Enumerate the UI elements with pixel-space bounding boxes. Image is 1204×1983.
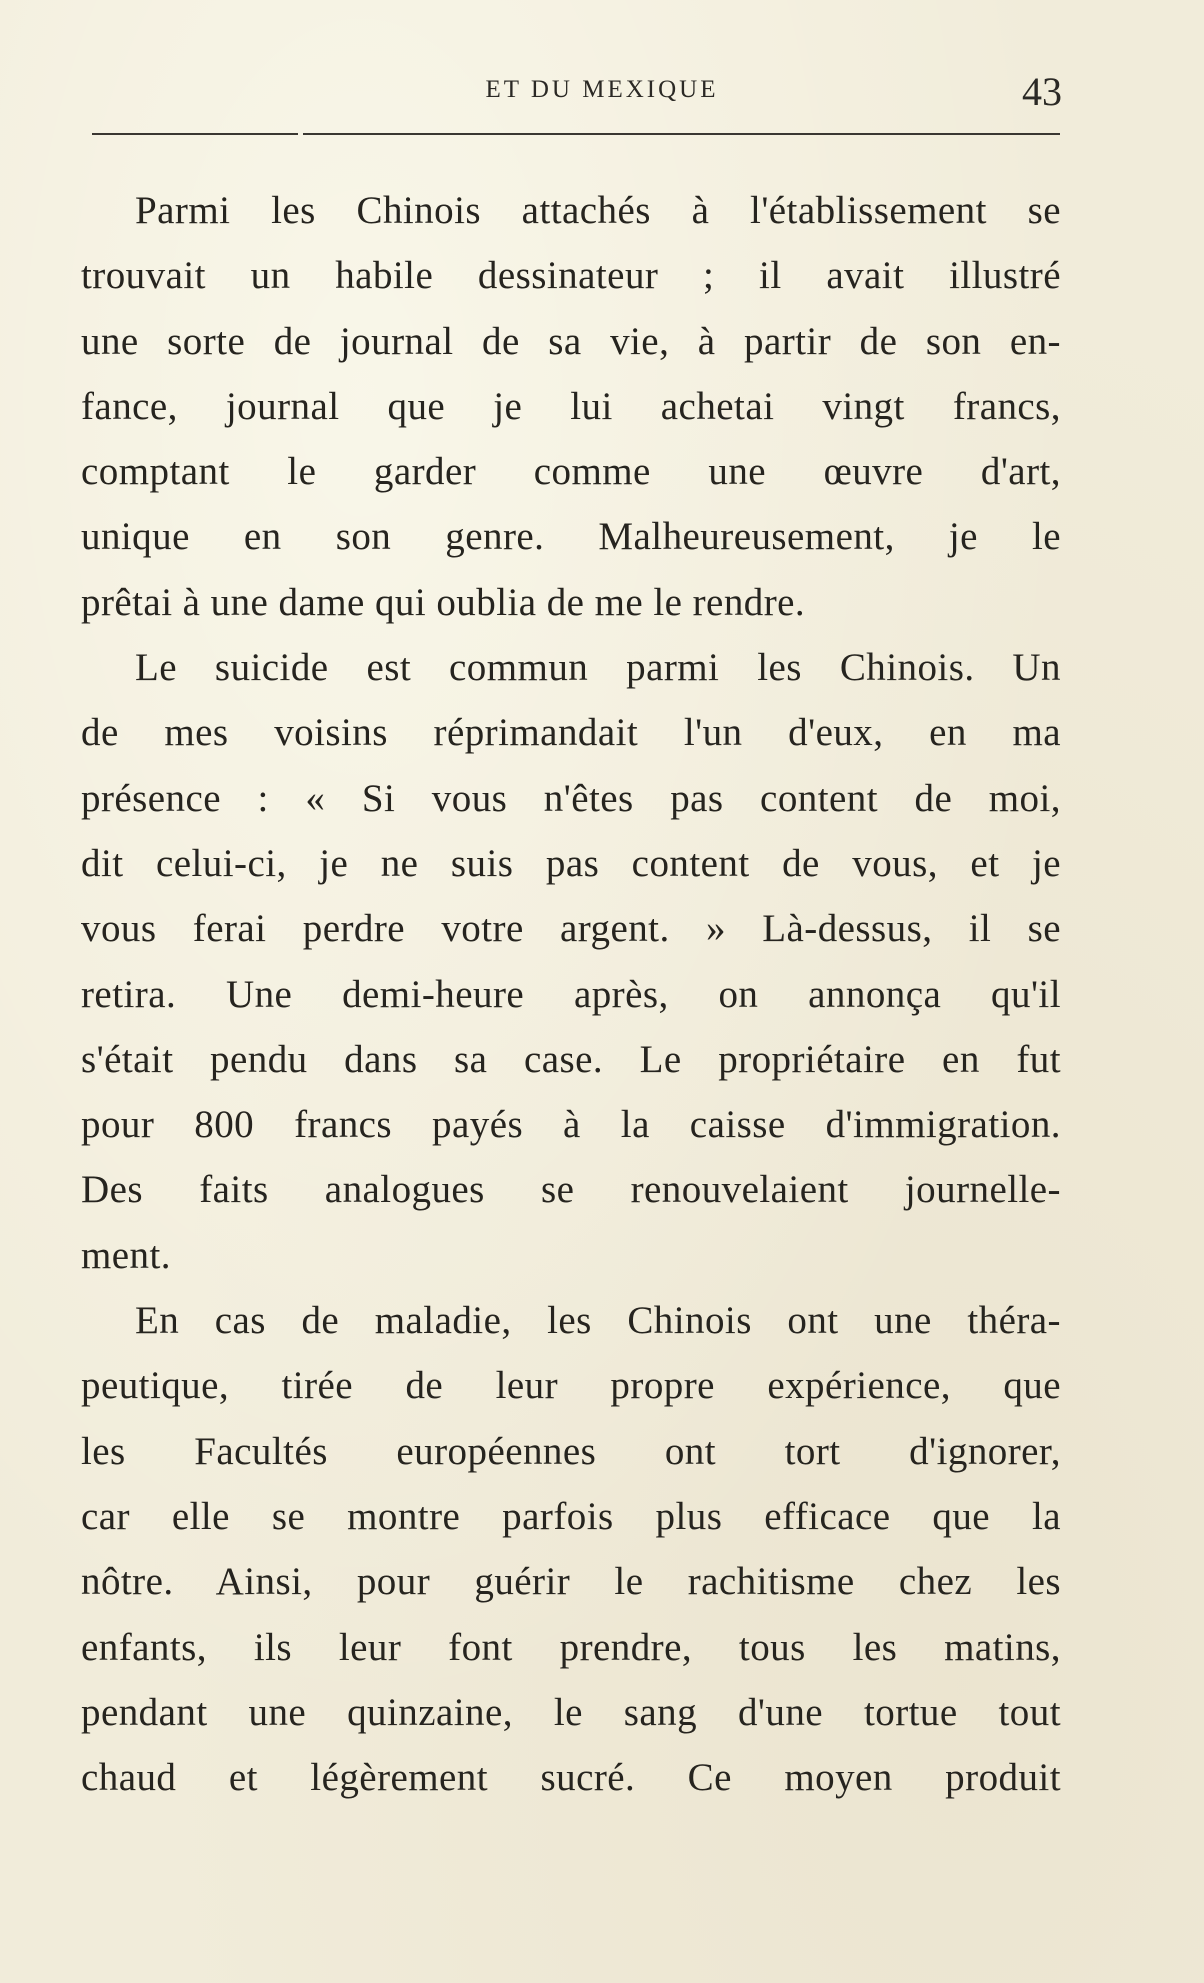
text-line: pour 800 francs payés à la caisse d'immigration. xyxy=(81,1103,1061,1147)
text-line: peutique, tirée de leur propre expérience, que xyxy=(81,1364,1061,1408)
header-rule-left xyxy=(92,133,298,135)
text-line: enfants, ils leur font prendre, tous les matins, xyxy=(81,1625,1061,1669)
text-line: Parmi les Chinois attachés à l'établissement se xyxy=(135,189,1061,232)
running-head xyxy=(0,68,1204,118)
body-text xyxy=(81,178,1061,1810)
text-line: car elle se montre parfois plus efficace que la xyxy=(81,1494,1061,1538)
text-line: Le suicide est commun parmi les Chinois. Un xyxy=(135,646,1061,690)
text-line: Des faits analogues se renouvelaient journelle- xyxy=(81,1168,1061,1212)
text-line: ment. xyxy=(81,1233,171,1277)
text-line: présence : « Si vous n'êtes pas content de moi, xyxy=(81,776,1061,820)
text-line: trouvait un habile dessinateur ; il avait illustré xyxy=(81,254,1061,298)
text-line: nôtre. Ainsi, pour guérir le rachitisme chez les xyxy=(81,1560,1061,1604)
text-line: fance, journal que je lui achetai vingt francs, xyxy=(81,384,1061,428)
page-number: 43 xyxy=(1022,69,1062,114)
running-title: ET DU MEXIQUE xyxy=(485,76,719,103)
text-line: une sorte de journal de sa vie, à partir de son en- xyxy=(81,319,1061,363)
text-line: vous ferai perdre votre argent. » Là-dessus, il se xyxy=(81,907,1061,951)
text-line: dit celui-ci, je ne suis pas content de vous, et je xyxy=(81,841,1061,885)
text-line: pendant une quinzaine, le sang d'une tortue tout xyxy=(81,1690,1061,1734)
text-line: de mes voisins réprimandait l'un d'eux, en ma xyxy=(81,711,1061,755)
text-line: chaud et légèrement sucré. Ce moyen produit xyxy=(81,1756,1061,1800)
text-line: retira. Une demi-heure après, on annonça qu'il xyxy=(81,972,1061,1016)
text-line: comptant le garder comme une œuvre d'art, xyxy=(81,450,1061,494)
text-line: En cas de maladie, les Chinois ont une théra- xyxy=(135,1299,1061,1343)
text-line: prêtai à une dame qui oublia de me le rendre. xyxy=(81,580,806,624)
text-line: unique en son genre. Malheureusement, je le xyxy=(81,515,1061,559)
text-line: les Facultés européennes ont tort d'ignorer, xyxy=(81,1429,1061,1473)
header-rule-right xyxy=(303,133,1060,135)
text-line: s'était pendu dans sa case. Le propriétaire en fut xyxy=(81,1037,1061,1081)
